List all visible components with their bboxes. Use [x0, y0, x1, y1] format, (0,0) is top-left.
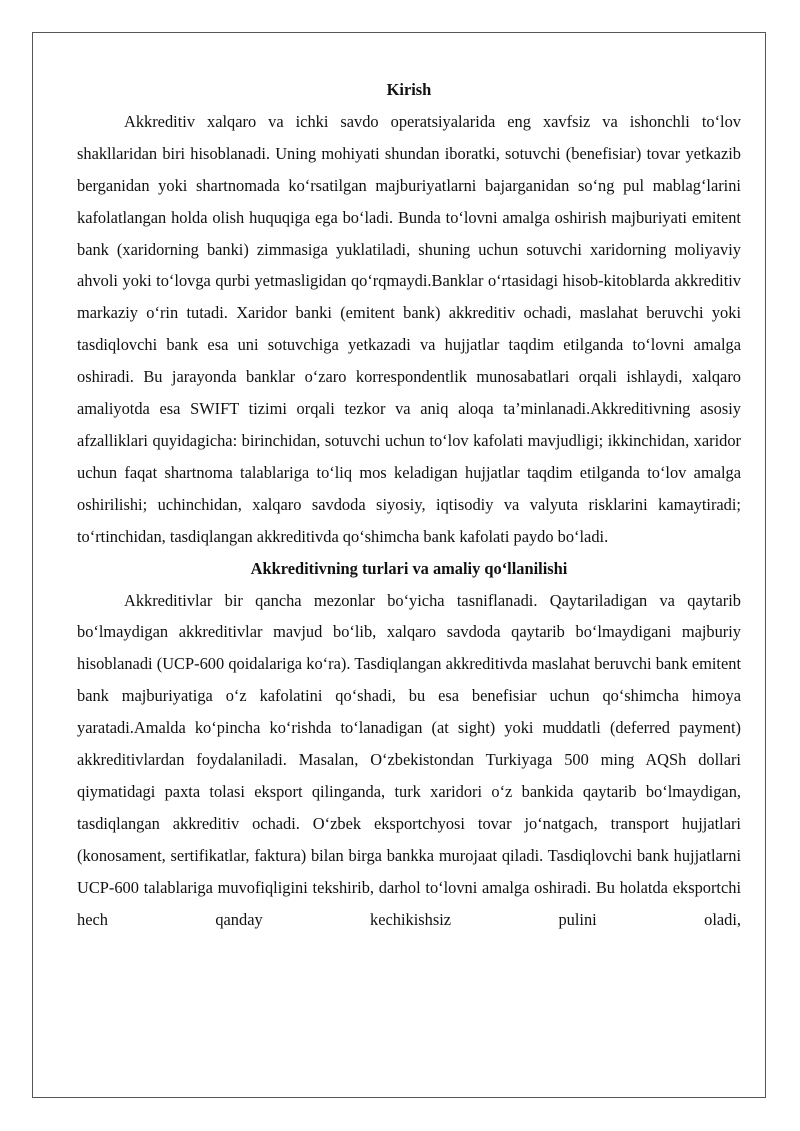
section-heading-kirish: Kirish [386, 80, 432, 99]
document-body [77, 74, 741, 935]
paragraph-kirish: Akkreditiv xalqaro va ichki savdo operatsiyalarida eng xavfsiz va ishonchli to‘lov shakllaridan biri hisoblanadi. Uning mohiyati shundan iboratki, sotuvchi (benefisiar) tovar yetkazib berganidan yoki shartnomada ko‘rsatilgan majburiyatlarni bajarganidan so‘ng pul mablag‘larini kafolatlangan holda olish huquqiga ega bo‘ladi. Bunda to‘lovni amalga oshirish majburiyati emitent bank (xaridorning banki) zimmasiga yuklatiladi, shuning uchun sotuvchi xaridorning moliyaviy ahvoli yoki to‘lovga qurbi yetmasligidan qo‘rqmaydi.Banklar o‘rtasidagi hisob-kitoblarda akkreditiv markaziy o‘rin tutadi. Xaridor banki (emitent bank) akkreditiv ochadi, maslahat beruvchi yoki tasdiqlovchi bank esa uni sotuvchiga yetkazadi va hujjatlar taqdim etilganda to‘lovni amalga oshiradi. Bu jarayonda banklar o‘zaro korrespondentlik munosabatlari orqali ishlaydi, xalqaro amaliyotda esa SWIFT tizimi orqali tezkor va aniq aloqa ta’minlanadi.Akkreditivning asosiy afzalliklari quyidagicha: birinchidan, sotuvchi uchun to‘lov kafolati mavjudligi; ikkinchidan, xaridor uchun faqat shartnoma talablariga to‘liq mos keladigan hujjatlar taqdim etilganda to‘lov amalga oshirilishi; uchinchidan, xalqaro savdoda siyosiy, iqtisodiy va valyuta risklarini kamaytiradi; to‘rtinchidan, tasdiqlangan akkreditivda qo‘shimcha bank kafolati paydo bo‘ladi. [77, 111, 741, 546]
section-heading-turlari: Akkreditivning turlari va amaliy qo‘llanilishi [250, 558, 568, 578]
paragraph-turlari: Akkreditivlar bir qancha mezonlar bo‘yicha tasniflanadi. Qaytariladigan va qaytarib bo‘lmaydigan akkreditivlar mavjud bo‘lib, xalqaro savdoda qaytarib bo‘lmaydigani majburiy hisoblanadi (UCP-600 qoidalariga ko‘ra). Tasdiqlangan akkreditivda maslahat beruvchi bank emitent bank majburiyatiga o‘z kafolatini qo‘shadi, bu esa benefisiar uchun qo‘shimcha himoya yaratadi.Amalda ko‘pincha ko‘rishda to‘lanadigan (at sight) yoki muddatli (deferred payment) akkreditivlardan foydalaniladi. Masalan, O‘zbekistondan Turkiyaga 500 ming AQSh dollari qiymatidagi paxta tolasi eksport qilinganda, turk xaridori o‘z bankida qaytarib bo‘lmaydigan, tasdiqlangan akkreditiv ochadi. O‘zbek eksportchyosi tovar jo‘natgach, transport hujjatlari (konosament, sertifikatlar, faktura) bilan birga bankka murojaat qiladi. Tasdiqlovchi bank hujjatlarni UCP-600 talablariga muvofiqligini tekshirib, darhol to‘lovni amalga oshiradi. Bu holatda eksportchi hech qanday kechikishsiz pulini oladi, [77, 590, 741, 929]
